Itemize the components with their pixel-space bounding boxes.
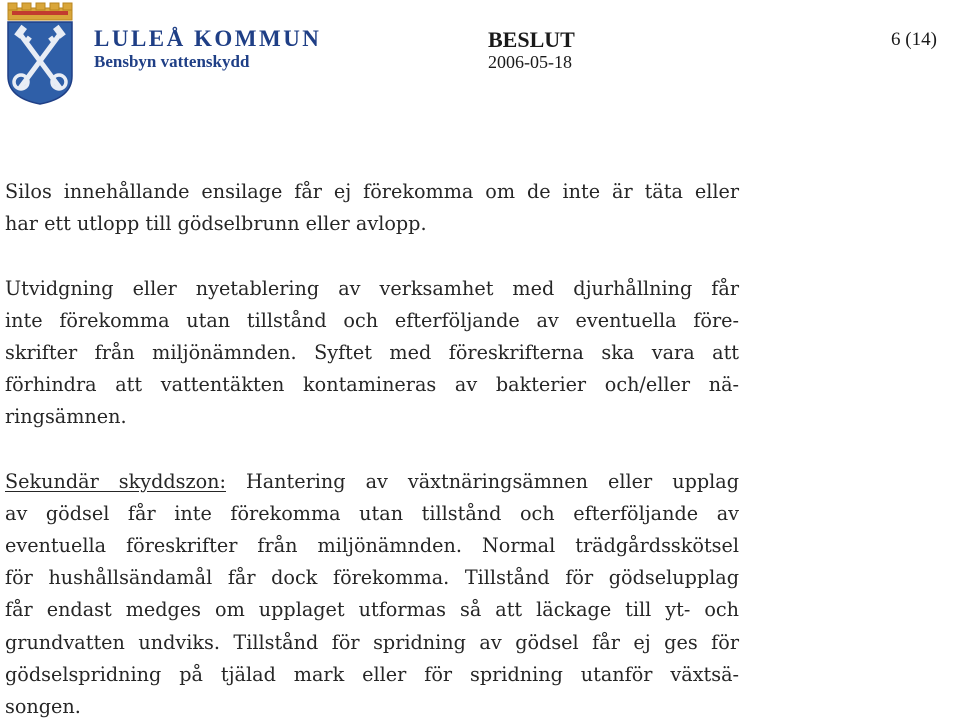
section-heading: Sekundär skyddszon: — [5, 469, 226, 493]
text-line: Utvidgning eller nyetablering av verksamhet med djurhållning får — [5, 276, 739, 300]
paragraph — [5, 176, 739, 240]
text-line: songen. — [5, 695, 81, 718]
text-line: ringsämnen. — [5, 405, 127, 429]
text-line: inte förekomma utan tillstånd och efterföljande av eventuella före- — [5, 308, 739, 332]
text-line: har ett utlopp till gödselbrunn eller avlopp. — [5, 212, 427, 236]
text-line: för hushållsändamål får dock förekomma. Tillstånd för gödselupplag — [5, 566, 739, 590]
text-fragment: Hantering av växtnäringsämnen eller upplag — [225, 469, 739, 493]
text-line: gödselspridning på tjälad mark eller för spridning utanför växtsä- — [5, 662, 739, 686]
text-line: grundvatten undviks. Tillstånd för spridning av gödsel får ej ges för — [5, 630, 739, 654]
text-line: får endast medges om upplaget utformas så att läckage till yt- och — [5, 598, 739, 622]
organization-name: LULEÅ KOMMUN — [94, 26, 322, 51]
document-body — [5, 176, 739, 723]
page-number: 6 (14) — [891, 29, 937, 50]
department-name: Bensbyn vattenskydd — [94, 52, 250, 71]
text-line: eventuella föreskrifter från miljönämnden. Normal trädgårdsskötsel — [5, 534, 739, 558]
page-header — [0, 0, 960, 110]
paragraph — [5, 273, 739, 434]
text-line: skrifter från miljönämnden. Syftet med föreskrifterna ska vara att — [5, 340, 739, 364]
text-line: Silos innehållande ensilage får ej förekomma om de inte är täta eller — [5, 180, 739, 203]
text-line: förhindra att vattentäkten kontamineras av bakterier och/eller nä- — [5, 373, 739, 397]
document-date: 2006-05-18 — [488, 52, 572, 72]
document-type: BESLUT — [488, 27, 575, 52]
paragraph — [5, 466, 739, 724]
text-line — [5, 466, 739, 498]
text-line: av gödsel får inte förekomma utan tillstånd och efterföljande av — [5, 501, 739, 525]
coat-of-arms-icon — [4, 2, 76, 106]
